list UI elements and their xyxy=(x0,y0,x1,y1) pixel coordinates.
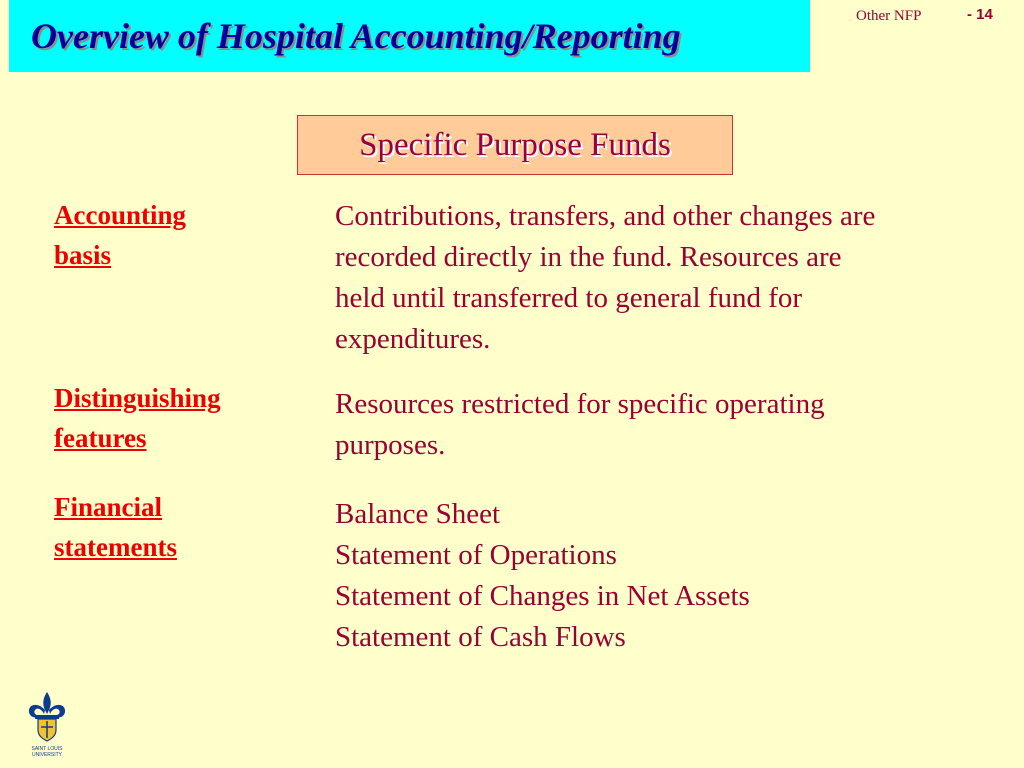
label-financial-statements xyxy=(54,487,294,567)
slide-section-label: Other NFP xyxy=(856,8,922,24)
text-line: expenditures. xyxy=(335,323,491,355)
fleur-de-lis-icon xyxy=(22,688,72,744)
text-line: held until transferred to general fund for xyxy=(335,282,803,314)
text-line: Statement of Changes in Net Assets xyxy=(335,580,750,612)
logo-text-line2: UNIVERSITY xyxy=(31,752,62,758)
label-line: Distinguishing xyxy=(54,383,221,413)
text-line: Contributions, transfers, and other changes are xyxy=(335,200,876,232)
text-line: purposes. xyxy=(335,429,446,461)
label-line: Accounting xyxy=(54,200,187,230)
text-line: Resources restricted for specific operating xyxy=(335,388,825,420)
label-line: basis xyxy=(54,240,112,270)
label-distinguishing-features xyxy=(54,378,294,458)
subtitle-text: Specific Purpose Funds xyxy=(359,126,671,163)
subtitle-box xyxy=(297,115,733,175)
text-accounting-basis xyxy=(335,196,995,360)
text-line: recorded directly in the fund. Resources are xyxy=(335,241,842,273)
slide-title: Overview of Hospital Accounting/Reporting xyxy=(31,16,681,56)
logo-text-line1: SAINT LOUIS xyxy=(31,746,63,752)
title-bar xyxy=(9,0,810,72)
text-line: Statement of Cash Flows xyxy=(335,621,626,653)
text-distinguishing-features xyxy=(335,384,995,466)
university-logo xyxy=(22,688,72,763)
label-line: Financial xyxy=(54,492,163,522)
label-accounting-basis xyxy=(54,195,294,275)
label-line: features xyxy=(54,423,147,453)
text-line: Balance Sheet xyxy=(335,498,501,530)
slide-number: - 14 xyxy=(967,6,993,23)
text-line: Statement of Operations xyxy=(335,539,617,571)
label-line: statements xyxy=(54,532,177,562)
text-financial-statements xyxy=(335,494,995,658)
